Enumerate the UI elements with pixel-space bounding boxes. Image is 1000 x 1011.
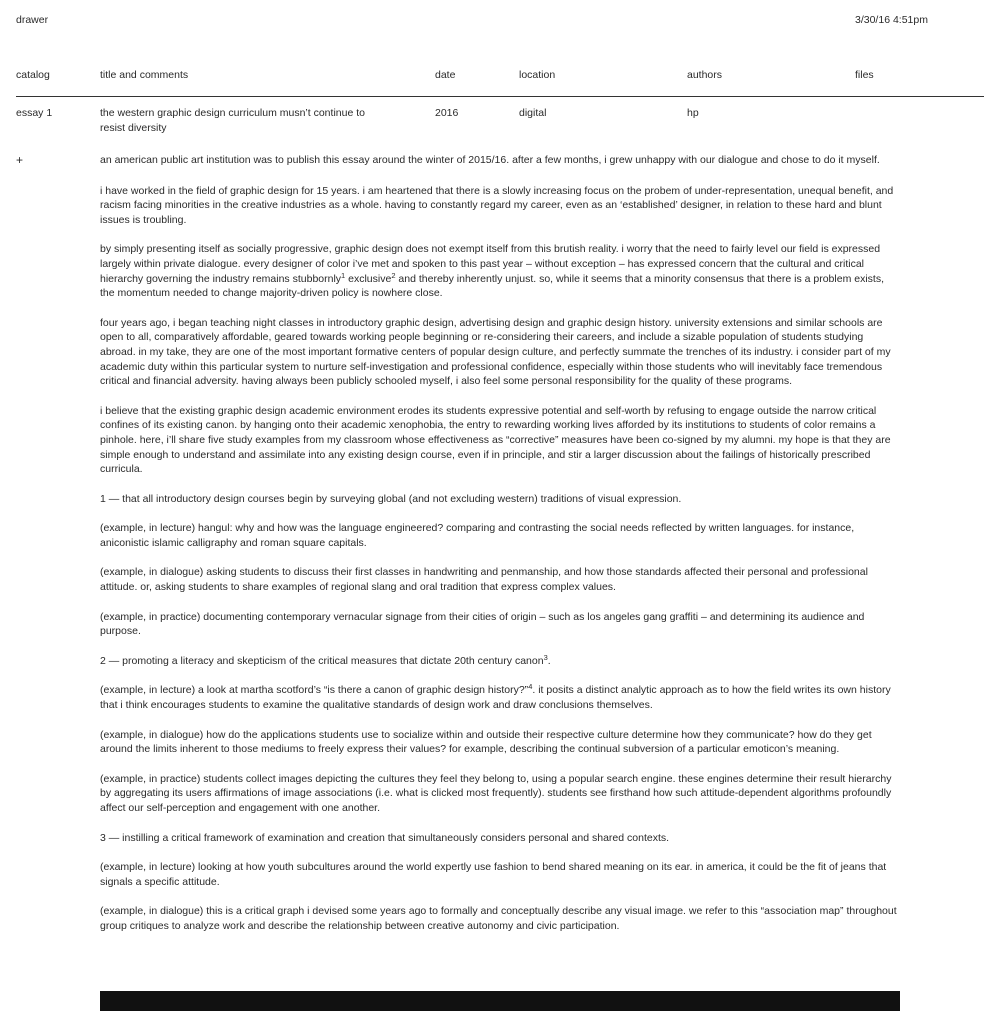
essay-paragraph: i believe that the existing graphic design academic environment erodes its students expressive potential and self-worth by refusing to engage outside the narrow critical confines of its existing canon. by hanging onto their academic xenophobia, the entry to rewarding working lives afforded by its institutions to students of color remains a pinhole. here, i’ll share five study examples from my classroom whose effectiveness as “corrective” measures have been co-signed by my alumni. my hope is that they are simple enough to understand and assimilate into any existing design course, even if in principle, and stir a larger discussion about the failings of historically prescribed curricula. (100, 404, 891, 476)
section-heading (100, 654, 898, 669)
section-heading: 1 — that all introductory design courses begin by surveying global (and not excluding western) traditions of visual expression. (100, 492, 682, 505)
essay-paragraph: i have worked in the field of graphic design for 15 years. i am heartened that there is a slowly increasing focus on the probem of under-representation, unequal benefit, and racism facing minorities in the creative industries as a whole. having to constantly regard my career, even as an ‘established’ designer, in relation to these hard and blunt issues is troubling. (100, 184, 894, 226)
column-header-catalog[interactable]: catalog (16, 69, 50, 81)
column-header-files[interactable]: files (855, 69, 874, 81)
timestamp: 3/30/16 4:51pm (855, 14, 928, 26)
essay-paragraph: four years ago, i began teaching night classes in introductory graphic design, advertising design and graphic design history. university extensions and similar schools are open to all, comparatively affordable, geared towards working people beginning or re-considering their careers, and include a sizable population of students studying abroad. in my take, they are one of the most important formative centers of popular design culture, and perfectly summate the trenches of its industry. i consider part of my academic duty within this particular system to nurture self-investigation and professional confidence, especially within those students who will inevitably face tremendous critical and financial adversity. having always been publicly schooled myself, i also feel some personal responsibility for the quality of these programs. (100, 316, 891, 388)
heading-text: 2 — promoting a literacy and skepticism of the critical measures that dictate 20th century canon (100, 654, 544, 667)
footnote-ref[interactable]: 3 (543, 652, 548, 662)
entry-date: 2016 (435, 107, 459, 119)
example-paragraph: (example, in dialogue) asking students to discuss their first classes in handwriting and penmanship, and how those standards affected their personal and professional attitude. or, asking students to share examples of regional slang and oral tradition that express complex values. (100, 566, 868, 594)
expand-toggle[interactable]: + (16, 153, 24, 167)
header-divider (16, 96, 984, 97)
association-map-image (100, 991, 900, 1011)
column-header-authors[interactable]: authors (687, 69, 723, 81)
site-title[interactable]: drawer (16, 14, 49, 26)
column-header-date[interactable]: date (435, 69, 456, 81)
entry-authors: hp (687, 107, 699, 119)
example-paragraph: (example, in practice) documenting contemporary vernacular signage from their cities of origin – such as los angeles gang graffiti – and determining its audience and purpose. (100, 610, 865, 638)
footnote-ref[interactable]: 2 (391, 270, 396, 280)
example-paragraph: (example, in lecture) looking at how youth subcultures around the world expertly use fashion to bend shared meaning on its ear. in america, it could be the fit of jeans that signals a specific attitude. (100, 861, 887, 888)
essay-paragraph (100, 242, 898, 300)
example-paragraph (100, 683, 898, 712)
paragraph-text: (example, in lecture) a look at martha scotford’s “is there a canon of graphic design history?” (100, 684, 529, 697)
section-heading: 3 — instilling a critical framework of examination and creation that simultaneously considers personal and shared contexts. (100, 831, 670, 844)
paragraph-text: exclusive (345, 272, 392, 285)
example-paragraph: (example, in dialogue) this is a critical graph i devised some years ago to formally and conceptually describe any visual image. we refer to this “association map” throughout group critiques to analyze work and describe the relationship between creative autonomy and civic participation. (100, 905, 897, 932)
paragraph-text: by simply presenting itself as socially progressive, graphic design does not exempt itself from this brutish reality. i worry that the need to fairly level our field is expressed largely within private dialogue. every designer of color i’ve met and spoken to this past year – without exception – has expressed concern that the cultural and critical hierarchy governing the industry remains stubbornly (100, 243, 881, 285)
heading-text: . (547, 654, 551, 667)
entry-title: the western graphic design curriculum musn’t continue to resist diversity (100, 107, 365, 134)
column-header-title[interactable]: title and comments (100, 69, 189, 81)
example-paragraph: (example, in lecture) hangul: why and how was the language engineered? comparing and contrasting the social needs reflected by written languages. for instance, aniconistic islamic calligraphy and roman square capitals. (100, 522, 855, 549)
footnote-ref[interactable]: 1 (341, 270, 346, 280)
essay-body (100, 153, 898, 949)
entry-catalog: essay 1 (16, 107, 53, 119)
essay-intro: an american public art institution was to publish this essay around the winter of 2015/16. after a few months, i grew unhappy with our dialogue and chose to do it myself. (100, 154, 880, 166)
paragraph-text: . it posits a distinct analytic approach as to how the field writes its own history that i think encourages students to examine the qualitative standards of design work and draw conclusions themselves. (100, 684, 891, 712)
paragraph-text: and thereby inherently unjust. so, while it seems that a minority consensus that there is a problem exists, the momentum needed to change majority-driven policy is nowhere close. (100, 272, 884, 300)
example-paragraph: (example, in practice) students collect images depicting the cultures they feel they belong to, using a popular search engine. these engines determine their result hierarchy by aggregating its users affirmations of image associations (i.e. what is clicked most frequently). students see firsthand how such attitude-dependent algorithms profoundly affect our self-perception and engagement with one another. (100, 772, 892, 814)
entry-location: digital (519, 107, 547, 119)
footnote-ref[interactable]: 4 (528, 682, 533, 692)
column-header-location[interactable]: location (519, 69, 556, 81)
example-paragraph: (example, in dialogue) how do the applications students use to socialize within and outside their respective culture determine how they communicate? how do they get around the limits inherent to those mediums to freely express their values? for example, describing the continual subversion of a particular emoticon’s meaning. (100, 728, 872, 756)
